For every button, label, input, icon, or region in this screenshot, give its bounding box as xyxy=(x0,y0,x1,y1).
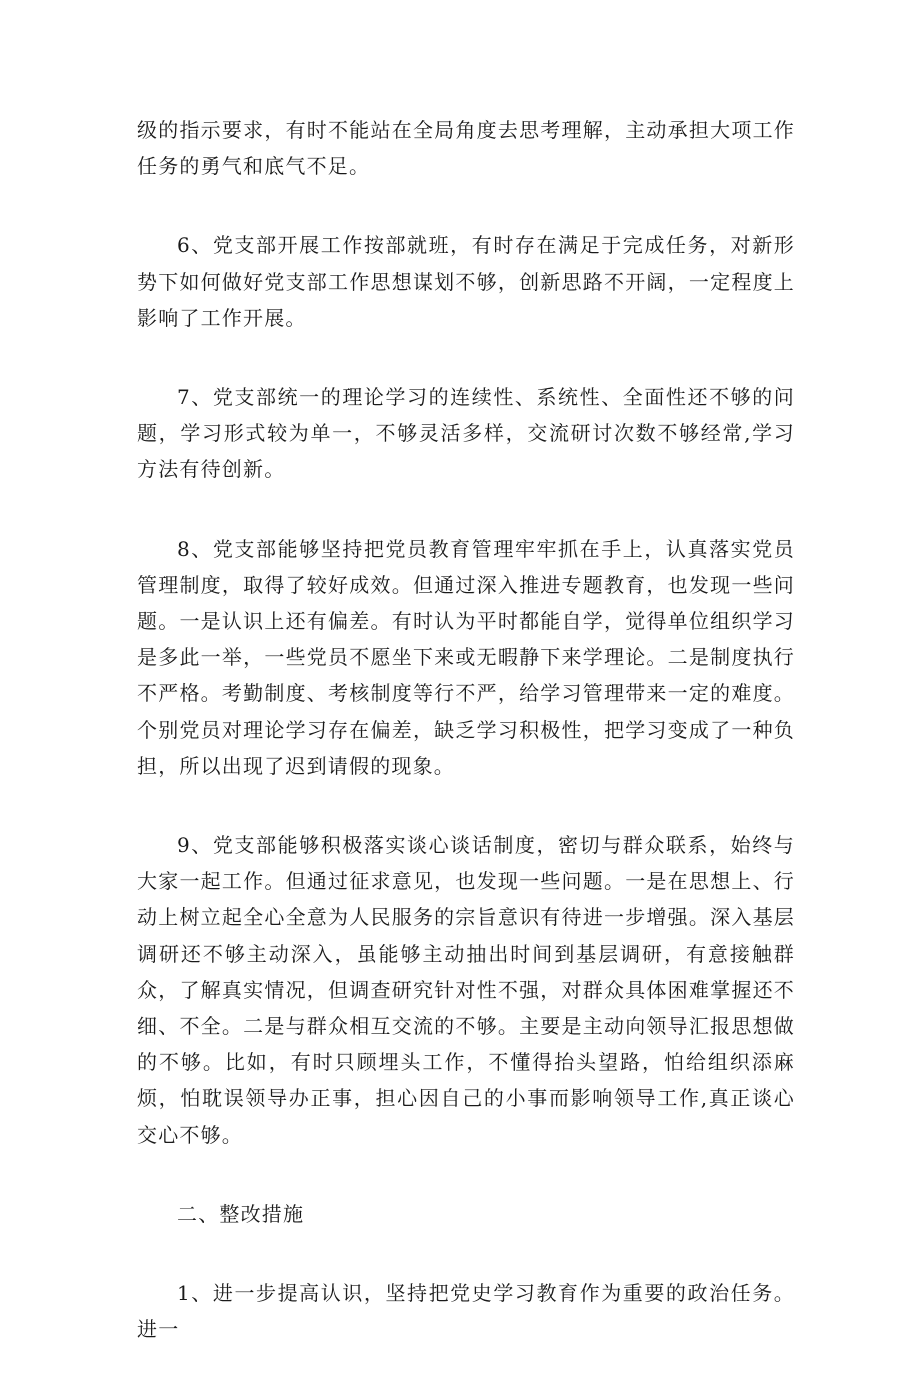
paragraph-item-9: 9、党支部能够积极落实谈心谈话制度，密切与群众联系，始终与大家一起工作。但通过征求意见，也发现一些问题。一是在思想上、行动上树立起全心全意为人民服务的宗旨意识有待进一步增强。深入基层调研还不够主动深入，虽能够主动抽出时间到基层调研，有意接触群众，了解真实情况，但调查研究针对性不强，对群众具体困难掌握还不细、不全。二是与群众相互交流的不够。主要是主动向领导汇报思想做的不够。比如，有时只顾埋头工作，不懂得抬头望路，怕给组织添麻烦，怕耽误领导办正事，担心因自己的小事而影响领导工作,真正谈心交心不够。 xyxy=(137,833,795,1147)
document-body xyxy=(137,112,795,1390)
paragraph-item-7: 7、党支部统一的理论学习的连续性、系统性、全面性还不够的问题，学习形式较为单一，不够灵活多样，交流研讨次数不够经常,学习方法有待创新。 xyxy=(137,385,795,482)
paragraph-item-8: 8、党支部能够坚持把党员教育管理牢牢抓在手上，认真落实党员管理制度，取得了较好成效。但通过深入推进专题教育，也发现一些问题。一是认识上还有偏差。有时认为平时都能自学，觉得单位组织学习是多此一举，一些党员不愿坐下来或无暇静下来学理论。二是制度执行不严格。考勤制度、考核制度等行不严，给学习管理带来一定的难度。个别党员对理论学习存在偏差，缺乏学习积极性，把学习变成了一种负担，所以出现了迟到请假的现象。 xyxy=(137,536,795,778)
paragraph-item-6: 6、党支部开展工作按部就班，有时存在满足于完成任务，对新形势下如何做好党支部工作思想谋划不够，创新思路不开阔，一定程度上影响了工作开展。 xyxy=(137,233,795,330)
section-heading: 二、整改措施 xyxy=(177,1201,305,1226)
paragraph-continuation: 级的指示要求，有时不能站在全局角度去思考理解，主动承担大项工作任务的勇气和底气不足。 xyxy=(137,118,795,179)
paragraph-measure-1: 1、进一步提高认识，坚持把党史学习教育作为重要的政治任务。进一 xyxy=(137,1281,795,1342)
